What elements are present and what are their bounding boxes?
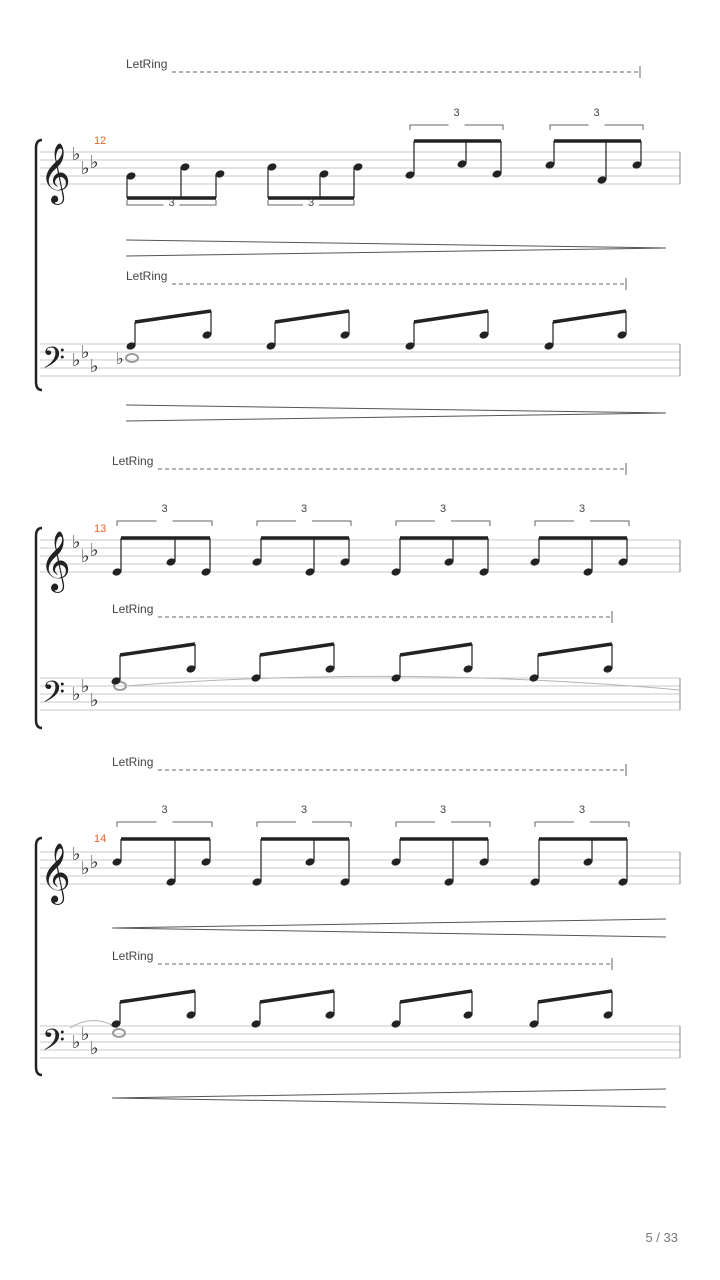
tuplet-number: 3 [439, 804, 447, 816]
treble-clef-icon: 𝄞 [40, 531, 71, 591]
measure-number: 12 [94, 135, 107, 147]
note-beam [414, 311, 488, 322]
flat-icon: ♭ [81, 858, 90, 879]
flat-icon: ♭ [90, 356, 99, 377]
tuplet-number: 3 [300, 804, 308, 816]
tuplet-bracket [257, 822, 351, 827]
hairpin-line [126, 240, 666, 248]
beamed-group [112, 804, 212, 887]
tuplet-bracket [535, 521, 629, 526]
beamed-group [545, 107, 643, 185]
note-beam [135, 311, 211, 322]
page-separator: / [652, 1230, 664, 1245]
flat-icon: ♭ [116, 349, 124, 368]
hairpin-line [112, 928, 666, 937]
tuplet-bracket [535, 822, 629, 827]
measure-number: 13 [94, 523, 107, 535]
flat-icon: ♭ [90, 852, 99, 873]
measure-number: 14 [94, 833, 107, 845]
flat-icon: ♭ [72, 844, 81, 865]
note-beam [275, 311, 349, 322]
let-ring-marker [112, 949, 612, 970]
flat-icon: ♭ [81, 158, 90, 179]
tuplet-number: 3 [578, 804, 586, 816]
hairpin-line [126, 413, 666, 421]
treble-clef-icon: 𝄞 [40, 843, 71, 903]
tuplet-bracket [117, 521, 212, 526]
note-beam [120, 644, 195, 655]
let-ring-marker [126, 269, 626, 290]
hairpin-line [112, 1098, 666, 1107]
flat-icon: ♭ [90, 1038, 99, 1059]
tuplet-number: 3 [300, 503, 308, 515]
beamed-group [126, 162, 226, 209]
flat-icon: ♭ [81, 342, 90, 363]
hairpin-line [126, 405, 666, 413]
let-ring-label: LetRing [112, 454, 154, 468]
crescendo-hairpin [112, 919, 666, 937]
beamed-pair [391, 991, 474, 1029]
tuplet-number: 3 [307, 197, 315, 209]
hairpin-line [112, 919, 666, 928]
tuplet-number: 3 [161, 804, 168, 816]
tuplet-bracket [117, 822, 212, 827]
flat-icon: ♭ [81, 546, 90, 567]
tuplet-bracket [396, 521, 490, 526]
flat-icon: ♭ [72, 144, 81, 165]
flat-icon: ♭ [81, 676, 90, 697]
treble-staff [40, 852, 680, 884]
let-ring-marker [112, 454, 626, 475]
tuplet-bracket [410, 125, 503, 130]
flat-icon: ♭ [72, 532, 81, 553]
let-ring-marker [126, 57, 640, 78]
beamed-pair [544, 311, 628, 351]
note-beam [400, 644, 472, 655]
bass-clef-icon: 𝄢 [42, 342, 66, 383]
let-ring-label: LetRing [112, 755, 154, 769]
note-beam [538, 644, 612, 655]
tuplet-bracket [257, 521, 351, 526]
beamed-pair [266, 311, 351, 351]
bass-staff [40, 1026, 680, 1058]
flat-icon: ♭ [90, 690, 99, 711]
beamed-pair [405, 311, 490, 351]
tuplet-number: 3 [439, 503, 447, 515]
whole-note-head [126, 354, 138, 362]
beamed-group [252, 804, 351, 887]
note-beam [400, 991, 472, 1002]
tuplet-number: 3 [453, 107, 460, 119]
beamed-group [530, 804, 629, 887]
let-ring-label: LetRing [112, 949, 154, 963]
tuplet-number: 3 [578, 503, 586, 515]
crescendo-hairpin [112, 1089, 666, 1107]
tuplet-number: 3 [168, 197, 175, 209]
hairpin-line [112, 1089, 666, 1098]
let-ring-label: LetRing [112, 602, 154, 616]
note-beam [553, 311, 626, 322]
let-ring-marker [112, 755, 626, 776]
flat-icon: ♭ [90, 152, 99, 173]
flat-icon: ♭ [72, 350, 81, 371]
note-beam [260, 991, 334, 1002]
beamed-pair [529, 991, 614, 1029]
beamed-pair [251, 991, 336, 1029]
flat-icon: ♭ [72, 684, 81, 705]
decrescendo-hairpin [126, 405, 666, 421]
note-beam [120, 991, 195, 1002]
treble-clef-icon: 𝄞 [40, 143, 71, 203]
note-beam [260, 644, 334, 655]
let-ring-marker [112, 602, 612, 623]
let-ring-label: LetRing [126, 269, 168, 283]
beamed-pair [529, 644, 614, 683]
tuplet-number: 3 [161, 503, 168, 515]
tuplet-bracket [550, 125, 643, 130]
flat-icon: ♭ [72, 1032, 81, 1053]
bass-clef-icon: 𝄢 [42, 1024, 66, 1065]
tuplet-number: 3 [593, 107, 600, 119]
bass-clef-icon: 𝄢 [42, 676, 66, 717]
flat-icon: ♭ [81, 1024, 90, 1045]
beamed-group [391, 804, 490, 887]
let-ring-label: LetRing [126, 57, 168, 71]
decrescendo-hairpin [126, 240, 666, 256]
hairpin-line [126, 248, 666, 256]
page-current: 5 [645, 1230, 653, 1245]
whole-note-head [113, 1029, 125, 1037]
beamed-pair [111, 644, 197, 686]
beamed-group [267, 162, 364, 209]
page-indicator [645, 1230, 678, 1245]
beamed-pair [111, 991, 197, 1029]
note-beam [538, 991, 612, 1002]
tuplet-bracket [396, 822, 490, 827]
page-total: 33 [663, 1230, 678, 1245]
flat-icon: ♭ [90, 540, 99, 561]
treble-staff [40, 540, 680, 572]
beamed-pair [126, 311, 213, 351]
beamed-group [405, 107, 503, 180]
